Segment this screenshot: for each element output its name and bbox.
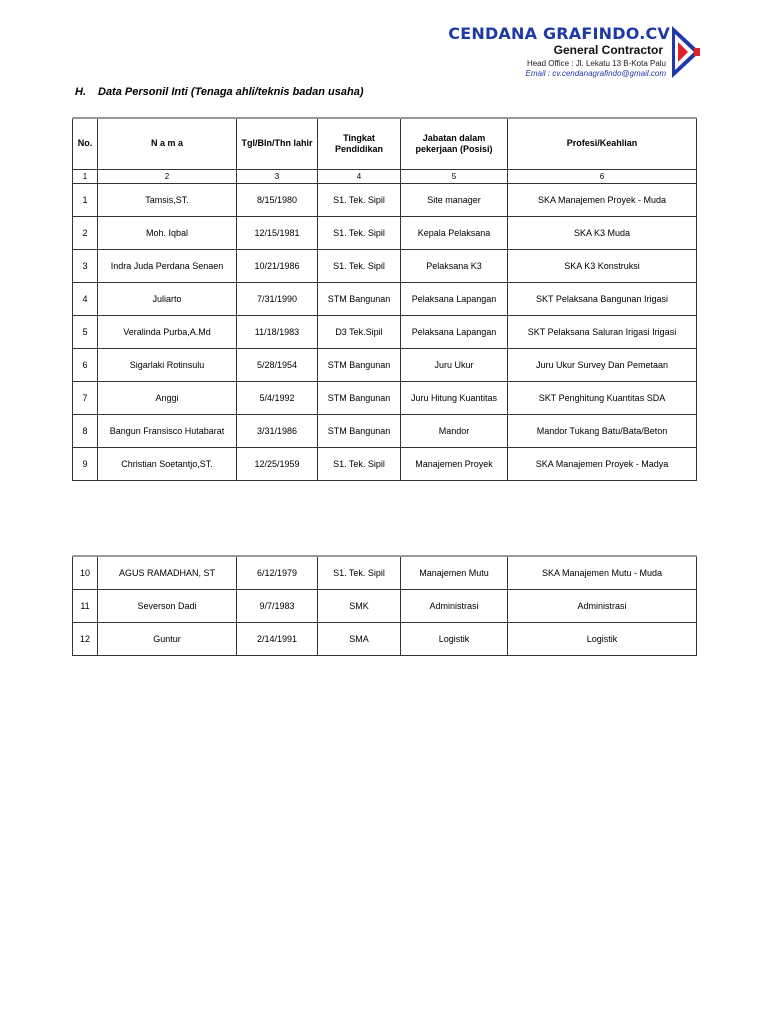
header-tgl-lahir: Tgl/Bln/Thn lahir bbox=[237, 118, 318, 169]
cell-tgl: 12/25/1959 bbox=[237, 447, 318, 480]
cell-nama: Sigarlaki Rotinsulu bbox=[98, 348, 237, 381]
table-header-row bbox=[73, 118, 697, 169]
cell-pendidikan: S1. Tek. Sipil bbox=[318, 556, 401, 589]
cell-no: 8 bbox=[73, 414, 98, 447]
cell-pendidikan: STM Bangunan bbox=[318, 348, 401, 381]
company-address: Head Office : Jl. Lekatu 13 B-Kota Palu bbox=[526, 59, 666, 68]
cell-tgl: 5/4/1992 bbox=[237, 381, 318, 414]
cell-jabatan: Logistik bbox=[401, 622, 508, 655]
column-number: 6 bbox=[508, 169, 697, 183]
table-row bbox=[73, 348, 697, 381]
header-tingkat-pendidikan: Tingkat Pendidikan bbox=[318, 118, 401, 169]
cell-nama: Veralinda Purba,A.Md bbox=[98, 315, 237, 348]
cell-nama: Tamsis,ST. bbox=[98, 183, 237, 216]
cell-no: 2 bbox=[73, 216, 98, 249]
column-number: 5 bbox=[401, 169, 508, 183]
cell-pendidikan: S1. Tek. Sipil bbox=[318, 183, 401, 216]
cell-jabatan: Kepala Pelaksana bbox=[401, 216, 508, 249]
company-email: Email : cv.cendanagrafindo@gmail.com bbox=[525, 69, 666, 78]
company-subtitle: General Contractor bbox=[553, 43, 663, 57]
section-title bbox=[75, 86, 364, 98]
cell-no: 9 bbox=[73, 447, 98, 480]
cell-jabatan: Juru Hitung Kuantitas bbox=[401, 381, 508, 414]
cell-jabatan: Pelaksana Lapangan bbox=[401, 282, 508, 315]
cell-pendidikan: STM Bangunan bbox=[318, 381, 401, 414]
table-row bbox=[73, 315, 697, 348]
header-jabatan: Jabatan dalam pekerjaan (Posisi) bbox=[401, 118, 508, 169]
cell-jabatan: Juru Ukur bbox=[401, 348, 508, 381]
cell-nama: AGUS RAMADHAN, ST bbox=[98, 556, 237, 589]
cell-pendidikan: S1. Tek. Sipil bbox=[318, 249, 401, 282]
cell-nama: Guntur bbox=[98, 622, 237, 655]
table-row bbox=[73, 622, 697, 655]
header-profesi: Profesi/Keahlian bbox=[508, 118, 697, 169]
cell-no: 4 bbox=[73, 282, 98, 315]
header-no: No. bbox=[73, 118, 98, 169]
cell-nama: Bangun Fransisco Hutabarat bbox=[98, 414, 237, 447]
personnel-table bbox=[72, 117, 697, 481]
header-nama: N a m a bbox=[98, 118, 237, 169]
cell-nama: Severson Dadi bbox=[98, 589, 237, 622]
table-row bbox=[73, 414, 697, 447]
cell-tgl: 12/15/1981 bbox=[237, 216, 318, 249]
cell-pendidikan: D3 Tek.Sipil bbox=[318, 315, 401, 348]
cell-jabatan: Mandor bbox=[401, 414, 508, 447]
cell-nama: Christian Soetantjo,ST. bbox=[98, 447, 237, 480]
cell-profesi: SKT Penghitung Kuantitas SDA bbox=[508, 381, 697, 414]
column-number: 2 bbox=[98, 169, 237, 183]
cell-jabatan: Pelaksana K3 bbox=[401, 249, 508, 282]
cell-jabatan: Pelaksana Lapangan bbox=[401, 315, 508, 348]
section-title-text: Data Personil Inti (Tenaga ahli/teknis badan usaha) bbox=[98, 86, 364, 98]
cell-no: 3 bbox=[73, 249, 98, 282]
cell-no: 7 bbox=[73, 381, 98, 414]
cell-tgl: 2/14/1991 bbox=[237, 622, 318, 655]
cell-no: 6 bbox=[73, 348, 98, 381]
cell-no: 5 bbox=[73, 315, 98, 348]
cell-jabatan: Site manager bbox=[401, 183, 508, 216]
cell-profesi: SKT Pelaksana Saluran Irigasi Irigasi bbox=[508, 315, 697, 348]
cell-pendidikan: S1. Tek. Sipil bbox=[318, 216, 401, 249]
cell-pendidikan: STM Bangunan bbox=[318, 282, 401, 315]
section-letter: H. bbox=[75, 86, 86, 98]
cell-pendidikan: SMK bbox=[318, 589, 401, 622]
table-row bbox=[73, 183, 697, 216]
company-name: CENDANA GRAFINDO.CV bbox=[448, 24, 670, 43]
cell-nama: Moh. Iqbal bbox=[98, 216, 237, 249]
cell-profesi: Administrasi bbox=[508, 589, 697, 622]
cell-tgl: 3/31/1986 bbox=[237, 414, 318, 447]
cell-no: 11 bbox=[73, 589, 98, 622]
personnel-table-continued bbox=[72, 555, 697, 656]
cell-jabatan: Manajemen Proyek bbox=[401, 447, 508, 480]
cell-profesi: Juru Ukur Survey Dan Pemetaan bbox=[508, 348, 697, 381]
cell-tgl: 6/12/1979 bbox=[237, 556, 318, 589]
cell-no: 1 bbox=[73, 183, 98, 216]
cell-jabatan: Administrasi bbox=[401, 589, 508, 622]
cell-pendidikan: SMA bbox=[318, 622, 401, 655]
column-number-row bbox=[73, 169, 697, 183]
cell-profesi: SKA Manajemen Proyek - Muda bbox=[508, 183, 697, 216]
cell-no: 10 bbox=[73, 556, 98, 589]
cell-profesi: Logistik bbox=[508, 622, 697, 655]
cell-profesi: SKT Pelaksana Bangunan Irigasi bbox=[508, 282, 697, 315]
table-row bbox=[73, 282, 697, 315]
cell-profesi: SKA K3 Konstruksi bbox=[508, 249, 697, 282]
cell-nama: Anggi bbox=[98, 381, 237, 414]
cell-profesi: SKA K3 Muda bbox=[508, 216, 697, 249]
table-row bbox=[73, 381, 697, 414]
cell-nama: Indra Juda Perdana Senaen bbox=[98, 249, 237, 282]
company-logo-icon bbox=[672, 26, 700, 78]
table-row bbox=[73, 589, 697, 622]
cell-tgl: 9/7/1983 bbox=[237, 589, 318, 622]
cell-pendidikan: STM Bangunan bbox=[318, 414, 401, 447]
cell-tgl: 11/18/1983 bbox=[237, 315, 318, 348]
cell-tgl: 8/15/1980 bbox=[237, 183, 318, 216]
column-number: 1 bbox=[73, 169, 98, 183]
table-row bbox=[73, 556, 697, 589]
cell-no: 12 bbox=[73, 622, 98, 655]
cell-profesi: SKA Manajemen Mutu - Muda bbox=[508, 556, 697, 589]
letterhead bbox=[440, 22, 750, 92]
column-number: 3 bbox=[237, 169, 318, 183]
cell-profesi: Mandor Tukang Batu/Bata/Beton bbox=[508, 414, 697, 447]
table-row bbox=[73, 216, 697, 249]
table-row bbox=[73, 249, 697, 282]
cell-jabatan: Manajemen Mutu bbox=[401, 556, 508, 589]
column-number: 4 bbox=[318, 169, 401, 183]
cell-pendidikan: S1. Tek. Sipil bbox=[318, 447, 401, 480]
cell-nama: Juliarto bbox=[98, 282, 237, 315]
table-row bbox=[73, 447, 697, 480]
cell-profesi: SKA Manajemen Proyek - Madya bbox=[508, 447, 697, 480]
cell-tgl: 10/21/1986 bbox=[237, 249, 318, 282]
cell-tgl: 5/28/1954 bbox=[237, 348, 318, 381]
cell-tgl: 7/31/1990 bbox=[237, 282, 318, 315]
